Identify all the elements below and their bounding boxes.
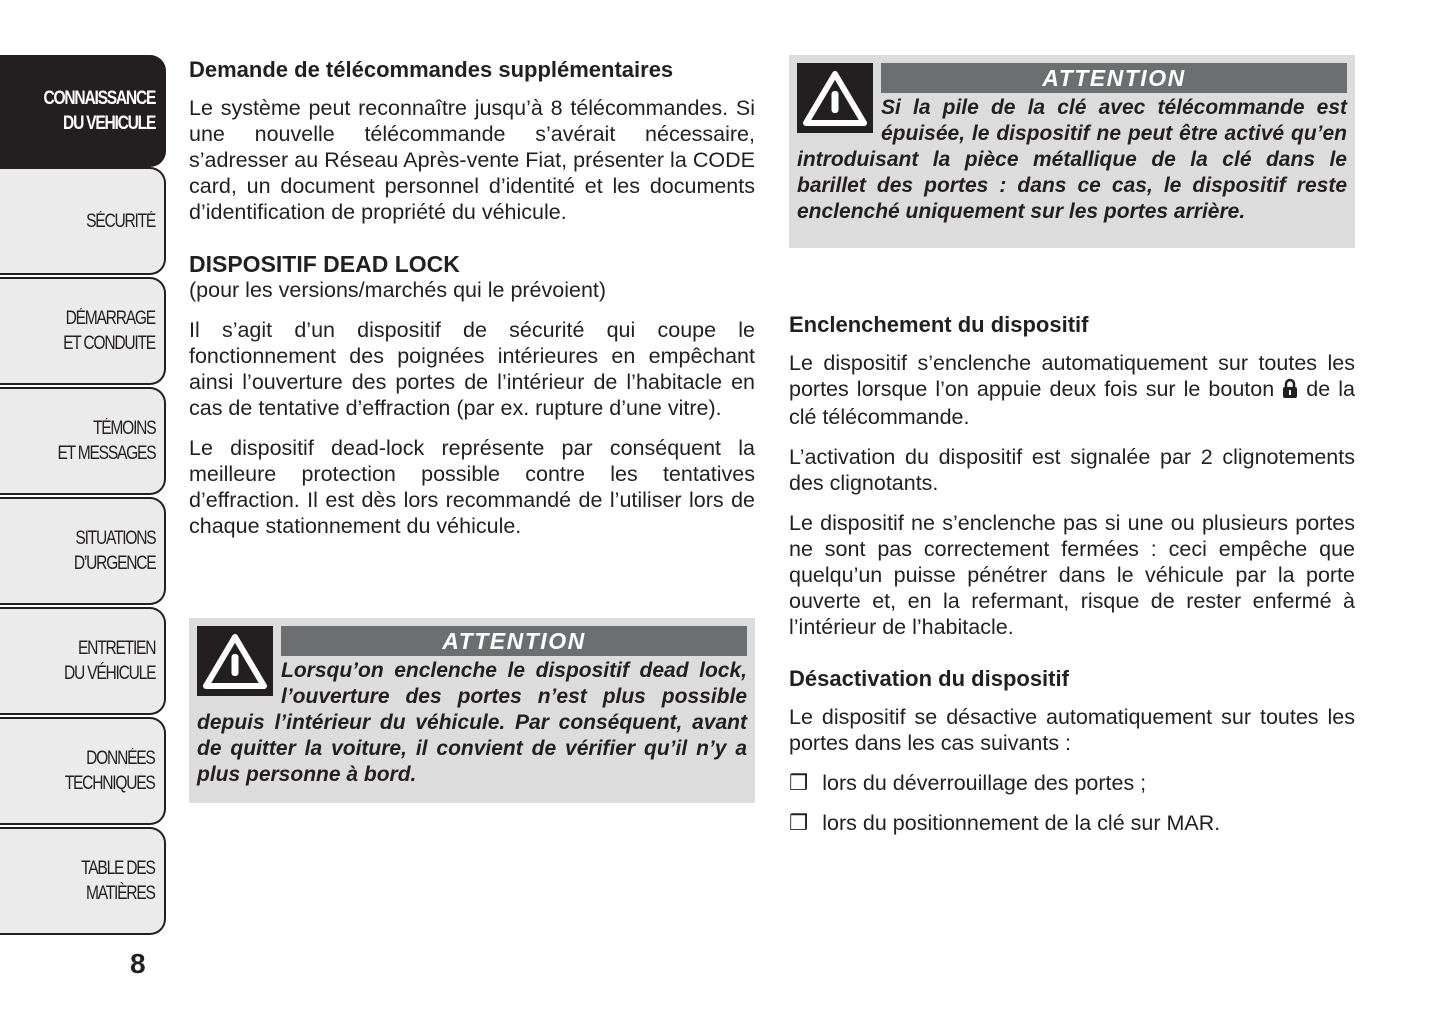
tab-label: TABLE DES MATIÈRES <box>81 858 155 904</box>
paragraph <box>789 350 1355 430</box>
heading-telecommandes: Demande de télécommandes supplémentaires <box>189 57 674 82</box>
tab-label: DÉMARRAGE ET CONDUITE <box>63 308 155 354</box>
warning-title: ATTENTION <box>281 626 747 656</box>
warning-text: Si la pile de la clé avec télécommande est épuisée, le dispositif ne peut être activé qu’en introduisant la pièce métallique de la clé dans le barillet des portes : dans ce cas, le dispositif reste enclenché uniquement sur les portes arrière. <box>797 96 1347 223</box>
list-item <box>789 810 1355 836</box>
checkbox-bullet-icon: ❒ <box>789 771 809 795</box>
list-item <box>789 770 1355 796</box>
paragraph-text: de la clé télécommande. <box>789 377 1355 429</box>
tab-label: CONNAISSANCE DU VEHICULE <box>43 88 155 134</box>
tab-label: ENTRETIEN DU VÉHICULE <box>63 638 155 684</box>
paragraph-text: Le dispositif s’enclenche automatiquement sur toutes les portes lorsque l’on appuie deux fois sur le bouton <box>789 351 1355 401</box>
checkbox-bullet-icon: ❒ <box>789 811 809 835</box>
page-number: 8 <box>130 948 146 979</box>
tab-temoins[interactable] <box>0 387 166 495</box>
lock-icon <box>1282 378 1298 404</box>
warning-box-battery <box>789 55 1355 248</box>
list-item-text: lors du positionnement de la clé sur MAR. <box>822 811 1221 835</box>
paragraph: L’activation du dispositif est signalée par 2 clignotements des clignotants. <box>789 445 1355 495</box>
tab-label: SÉCURITÉ <box>86 210 155 232</box>
paragraph: Le système peut reconnaître jusqu’à 8 télécommandes. Si une nouvelle télécommande s’avérait nécessaire, s’adresser au Réseau Après-vente Fiat, présenter la CODE card, un document personnel d’identité et les documents d’identification de propriété du véhicule. <box>189 96 755 224</box>
paragraph: Le dispositif ne s’enclenche pas si une ou plusieurs portes ne sont pas correctement fermées : ceci empêche que quelqu’un puisse pénétrer dans le véhicule par la porte ouverte et, en la refermant, risque de rester enfermé à l’intérieur de l’habitacle. <box>789 511 1355 639</box>
tab-label: TÉMOINS ET MESSAGES <box>57 418 155 464</box>
warning-title: ATTENTION <box>881 63 1347 93</box>
tab-demarrage[interactable] <box>0 277 166 385</box>
paragraph: Le dispositif se désactive automatiquement sur toutes les portes dans les cas suivants : <box>789 705 1355 755</box>
warning-text: Lorsqu’on enclenche le dispositif dead lock, l’ouverture des portes n’est plus possible depuis l’intérieur du véhicule. Par conséquent, avant de quitter la voiture, il convient de vérifier qu’il n’y a plus personne à bord. <box>197 659 747 786</box>
paragraph: Il s’agit d’un dispositif de sécurité qui coupe le fonctionnement des poignées intérieures en empêchant ainsi l’ouverture des portes de l’intérieur de l’habitacle en cas de tentative d’effraction (par ex. rupture d’une vitre). <box>189 318 755 420</box>
warning-triangle-icon <box>797 63 873 133</box>
right-column <box>789 312 1355 850</box>
paragraph: Le dispositif dead-lock représente par conséquent la meilleure protection possible contre les tentatives d’effraction. Il est dès lors recommandé de l’utiliser lors de chaque stationnement du véhicule. <box>189 436 755 538</box>
tab-table-des-matieres[interactable] <box>0 827 166 935</box>
tab-securite[interactable] <box>0 167 166 275</box>
tab-connaissance-du-vehicule[interactable] <box>0 55 166 167</box>
list-item-text: lors du déverrouillage des portes ; <box>822 771 1147 795</box>
warning-box-dead-lock <box>189 618 755 803</box>
tab-entretien[interactable] <box>0 607 166 715</box>
tab-donnees-techniques[interactable] <box>0 717 166 825</box>
heading-dead-lock: DISPOSITIF DEAD LOCK <box>189 251 460 277</box>
left-column <box>189 57 755 553</box>
heading-enclenchement: Enclenchement du dispositif <box>789 312 1089 337</box>
tab-label: SITUATIONS D’URGENCE <box>73 528 155 574</box>
warning-triangle-icon <box>197 626 273 696</box>
tab-label: DONNÉES TECHNIQUES <box>65 748 155 794</box>
subtitle: (pour les versions/marchés qui le prévoient) <box>189 278 607 302</box>
tab-situations-urgence[interactable] <box>0 497 166 605</box>
heading-desactivation: Désactivation du dispositif <box>789 666 1069 691</box>
